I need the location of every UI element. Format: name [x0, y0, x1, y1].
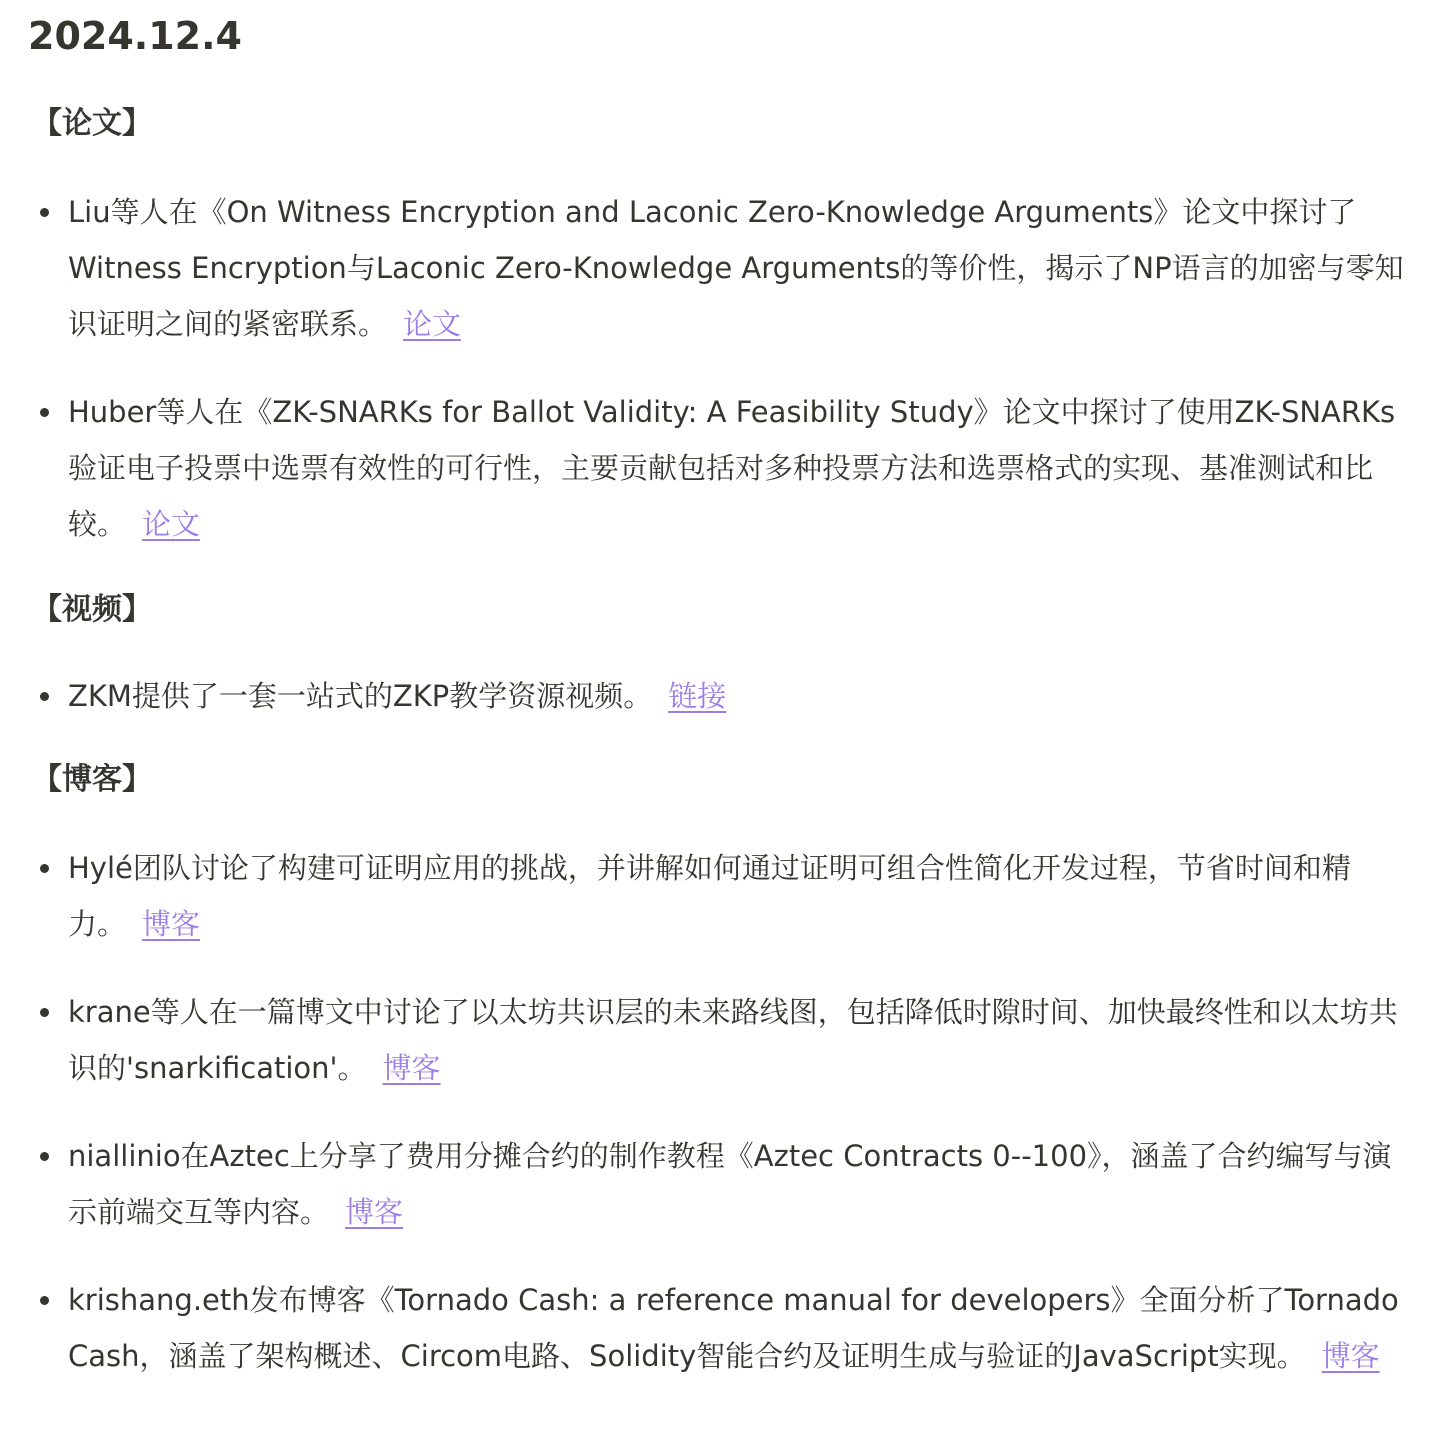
list-item	[68, 384, 1408, 552]
bullet	[40, 208, 49, 217]
item-text: ZKM提供了一套一站式的ZKP教学资源视频。	[68, 679, 653, 713]
date-title: 2024.12.4	[28, 14, 242, 58]
item-text: krishang.eth发布博客《Tornado Cash: a reference manual for developers》全面分析了Tornado Cash，涵盖了架构概述、Circom电路、Solidity智能合约及证明生成与验证的JavaScript实现。	[68, 1283, 1399, 1373]
bullet	[40, 1008, 49, 1017]
list-item	[68, 1272, 1408, 1384]
bullet	[40, 864, 49, 873]
paper-link[interactable]: 论文	[142, 507, 201, 541]
bullet	[40, 1152, 49, 1161]
bullet	[40, 408, 49, 417]
blog-link[interactable]: 博客	[1321, 1339, 1380, 1373]
bullet	[40, 692, 49, 701]
paper-link[interactable]: 论文	[403, 307, 462, 341]
item-text: Hylé团队讨论了构建可证明应用的挑战，并讲解如何通过证明可组合性简化开发过程，节省时间和精力。	[68, 851, 1351, 941]
blog-link[interactable]: 博客	[142, 907, 201, 941]
list-item	[68, 984, 1408, 1096]
section-heading-videos: 【视频】	[32, 592, 152, 627]
list-item	[68, 184, 1408, 352]
item-text: krane等人在一篇博文中讨论了以太坊共识层的未来路线图，包括降低时隙时间、加快最终性和以太坊共识的'snarkification'。	[68, 995, 1398, 1085]
blog-link[interactable]: 博客	[382, 1051, 441, 1085]
item-text: Liu等人在《On Witness Encryption and Laconic Zero-Knowledge Arguments》论文中探讨了Witness Encryption与Laconic Zero-Knowledge Arguments的等价性，揭示了NP语言的加密与零知识证明之间的紧密联系。	[68, 195, 1404, 341]
item-text: niallinio在Aztec上分享了费用分摊合约的制作教程《Aztec Contracts 0--100》，涵盖了合约编写与演示前端交互等内容。	[68, 1139, 1392, 1229]
blog-link[interactable]: 博客	[345, 1195, 404, 1229]
item-text: Huber等人在《ZK-SNARKs for Ballot Validity: A Feasibility Study》论文中探讨了使用ZK-SNARKs验证电子投票中选票有效性的可行性，主要贡献包括对多种投票方法和选票格式的实现、基准测试和比较。	[68, 395, 1396, 541]
bullet	[40, 1296, 49, 1305]
list-item	[68, 840, 1408, 952]
section-heading-blogs: 【博客】	[32, 762, 152, 797]
list-item	[68, 1128, 1408, 1240]
list-item	[68, 668, 1408, 724]
video-link[interactable]: 链接	[668, 679, 727, 713]
section-heading-papers: 【论文】	[32, 106, 152, 141]
